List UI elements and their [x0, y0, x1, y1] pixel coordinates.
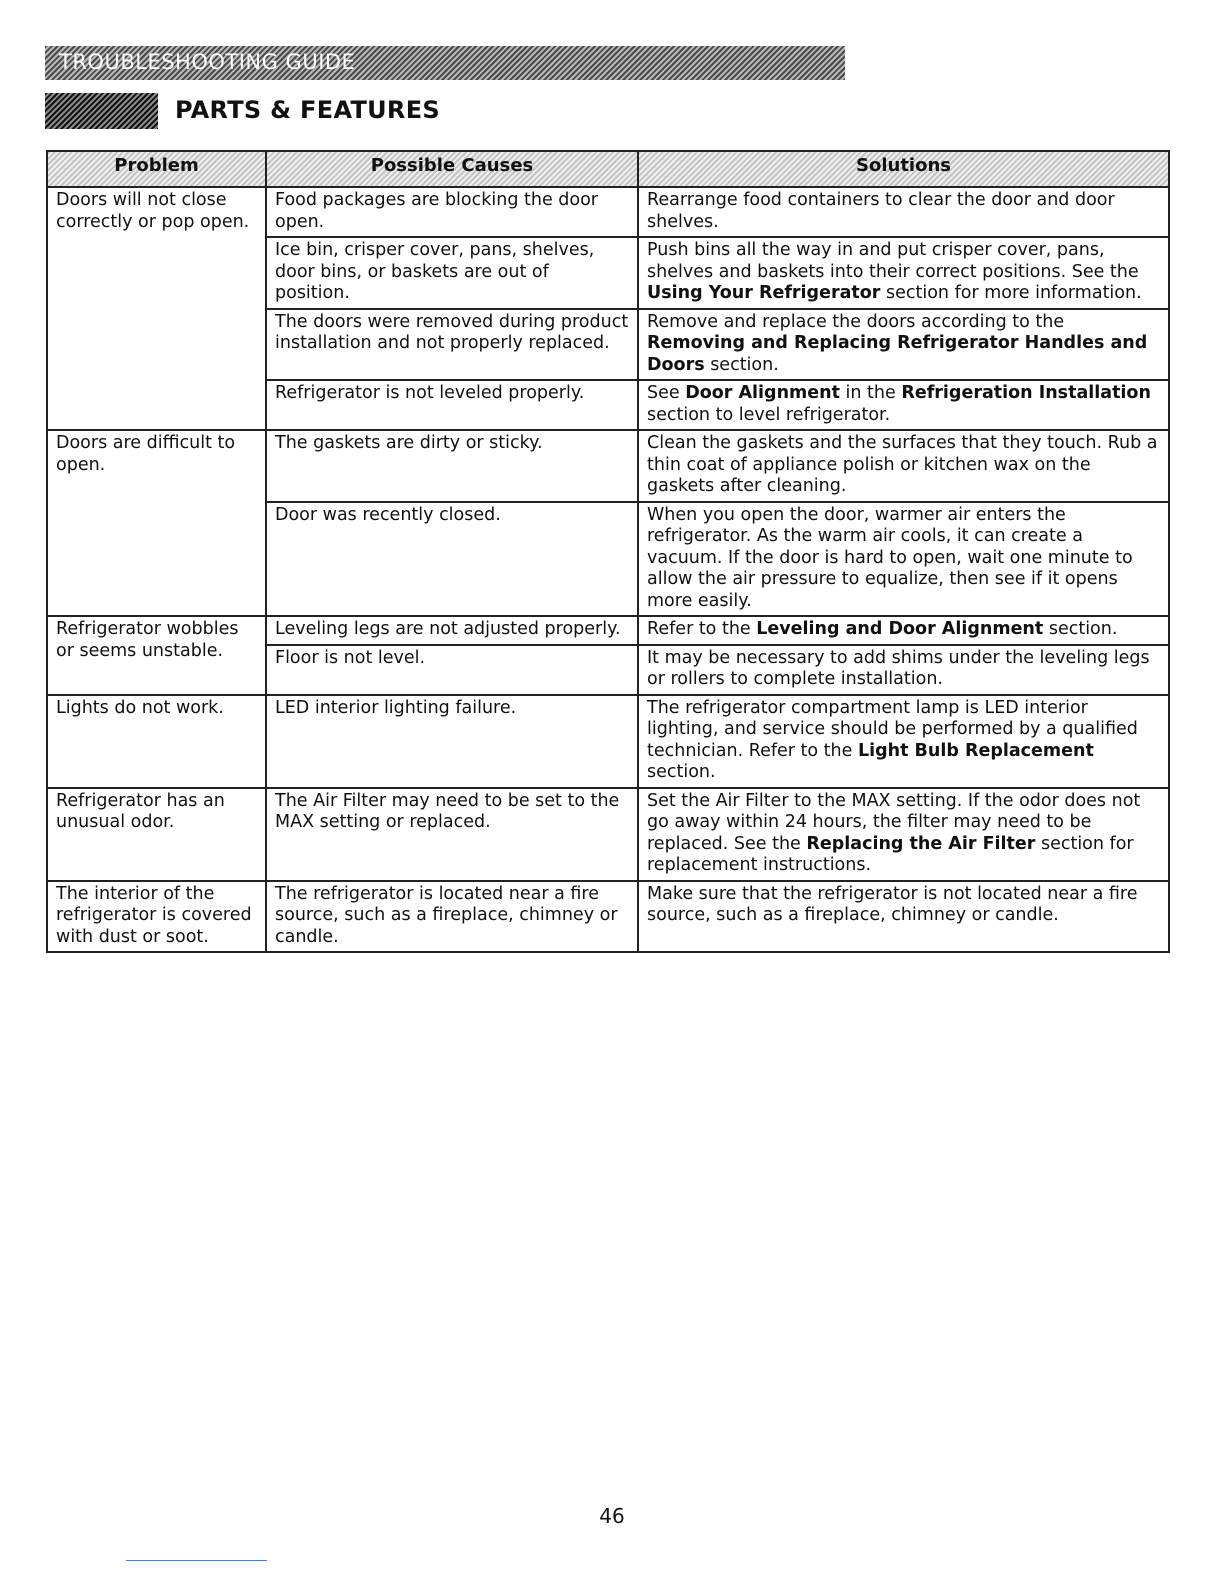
solution-cell	[638, 645, 1169, 695]
problem-cell: Lights do not work.	[47, 695, 266, 788]
cause-cell: The refrigerator is located near a fire source, such as a fireplace, chimney or candle.	[266, 881, 638, 953]
solution-cell	[638, 695, 1169, 788]
section-reference: Leveling and Door Alignment	[756, 619, 1044, 639]
section-title: PARTS & FEATURES	[175, 96, 440, 124]
table-row	[47, 695, 1169, 788]
cause-cell: Ice bin, crisper cover, pans, shelves, door bins, or baskets are out of position.	[266, 237, 638, 309]
solution-cell	[638, 788, 1169, 881]
solution-text: See	[647, 383, 686, 403]
solution-text: section.	[704, 354, 779, 375]
solution-text: Refer to the	[647, 619, 757, 639]
solution-text: section.	[1043, 619, 1118, 639]
solution-text: in the	[839, 383, 902, 403]
solution-text: section to level refrigerator.	[647, 404, 891, 425]
cause-cell: Floor is not level.	[266, 645, 638, 695]
solution-text: The refrigerator compartment lamp is LED interior lighting, and service should be performed by a qualified technician. Refer to the	[647, 697, 1138, 761]
table-header-row	[47, 151, 1169, 187]
table-row	[47, 187, 1169, 237]
solution-cell	[638, 309, 1169, 381]
cause-cell: Leveling legs are not adjusted properly.	[266, 616, 638, 645]
cause-cell: Refrigerator is not leveled properly.	[266, 380, 638, 430]
section-reference: Replacing the Air Filter	[806, 833, 1036, 854]
problem-cell: Doors are difficult to open.	[47, 430, 266, 616]
solution-text: Push bins all the way in and put crisper cover, pans, shelves and baskets into their correct positions. See the	[647, 240, 1139, 282]
troubleshooting-table	[46, 150, 1170, 953]
solution-text: Make sure that the refrigerator is not located near a fire source, such as a fireplace, chimney or candle.	[647, 883, 1138, 925]
section-reference: Using Your Refrigerator	[647, 283, 881, 303]
solution-cell	[638, 502, 1169, 617]
solution-text: When you open the door, warmer air enters the refrigerator. As the warm air cools, it can create a vacuum. If the door is hard to open, wait one minute to allow the air pressure to equalize, then see if it opens more easily.	[647, 504, 1133, 611]
cause-cell: LED interior lighting failure.	[266, 695, 638, 788]
solution-text: Rearrange food containers to clear the door and door shelves.	[647, 190, 1115, 232]
cause-cell: The doors were removed during product installation and not properly replaced.	[266, 309, 638, 381]
section-reference: Refrigeration Installation	[901, 383, 1151, 403]
table-row	[47, 788, 1169, 881]
section-reference: Removing and Replacing Refrigerator Handles and Doors	[647, 333, 1148, 375]
cause-cell: The gaskets are dirty or sticky.	[266, 430, 638, 502]
section-reference: Door Alignment	[685, 383, 840, 403]
page-number: 46	[599, 1504, 625, 1528]
problem-cell: The interior of the refrigerator is covered with dust or soot.	[47, 881, 266, 953]
cause-cell: The Air Filter may need to be set to the MAX setting or replaced.	[266, 788, 638, 881]
solution-text: Clean the gaskets and the surfaces that they touch. Rub a thin coat of appliance polish or kitchen wax on the gaskets after cleaning.	[647, 433, 1158, 496]
solution-text: section.	[647, 762, 716, 782]
solution-cell	[638, 616, 1169, 645]
table-row	[47, 430, 1169, 502]
cause-cell: Food packages are blocking the door open.	[266, 187, 638, 237]
troubleshooting-guide-banner	[45, 46, 845, 80]
solution-text: It may be necessary to add shims under the leveling legs or rollers to complete installation.	[647, 647, 1150, 689]
cause-cell: Door was recently closed.	[266, 502, 638, 617]
solution-cell	[638, 881, 1169, 953]
header-problem: Problem	[47, 151, 266, 187]
solution-text: Set the Air Filter to the MAX setting. If the odor does not go away within 24 hours, the filter may need to be replaced. See the	[647, 790, 1141, 854]
problem-cell: Refrigerator has an unusual odor.	[47, 788, 266, 881]
solution-text: section for more information.	[880, 283, 1142, 303]
table-body	[47, 187, 1169, 952]
solution-cell	[638, 187, 1169, 237]
problem-cell: Doors will not close correctly or pop open.	[47, 187, 266, 430]
solution-cell	[638, 430, 1169, 502]
section-reference: Light Bulb Replacement	[857, 740, 1094, 761]
section-marker-block	[45, 93, 158, 129]
banner-label: TROUBLESHOOTING GUIDE	[59, 50, 356, 74]
table-row	[47, 881, 1169, 953]
table-row	[47, 616, 1169, 645]
solution-text: Remove and replace the doors according to the	[647, 311, 1065, 332]
problem-cell: Refrigerator wobbles or seems unstable.	[47, 616, 266, 695]
solution-text: section for replacement instructions.	[647, 833, 1134, 875]
solution-cell	[638, 380, 1169, 430]
header-possible-causes: Possible Causes	[266, 151, 638, 187]
solution-cell	[638, 237, 1169, 309]
header-solutions: Solutions	[638, 151, 1169, 187]
footer-rule	[126, 1560, 267, 1561]
